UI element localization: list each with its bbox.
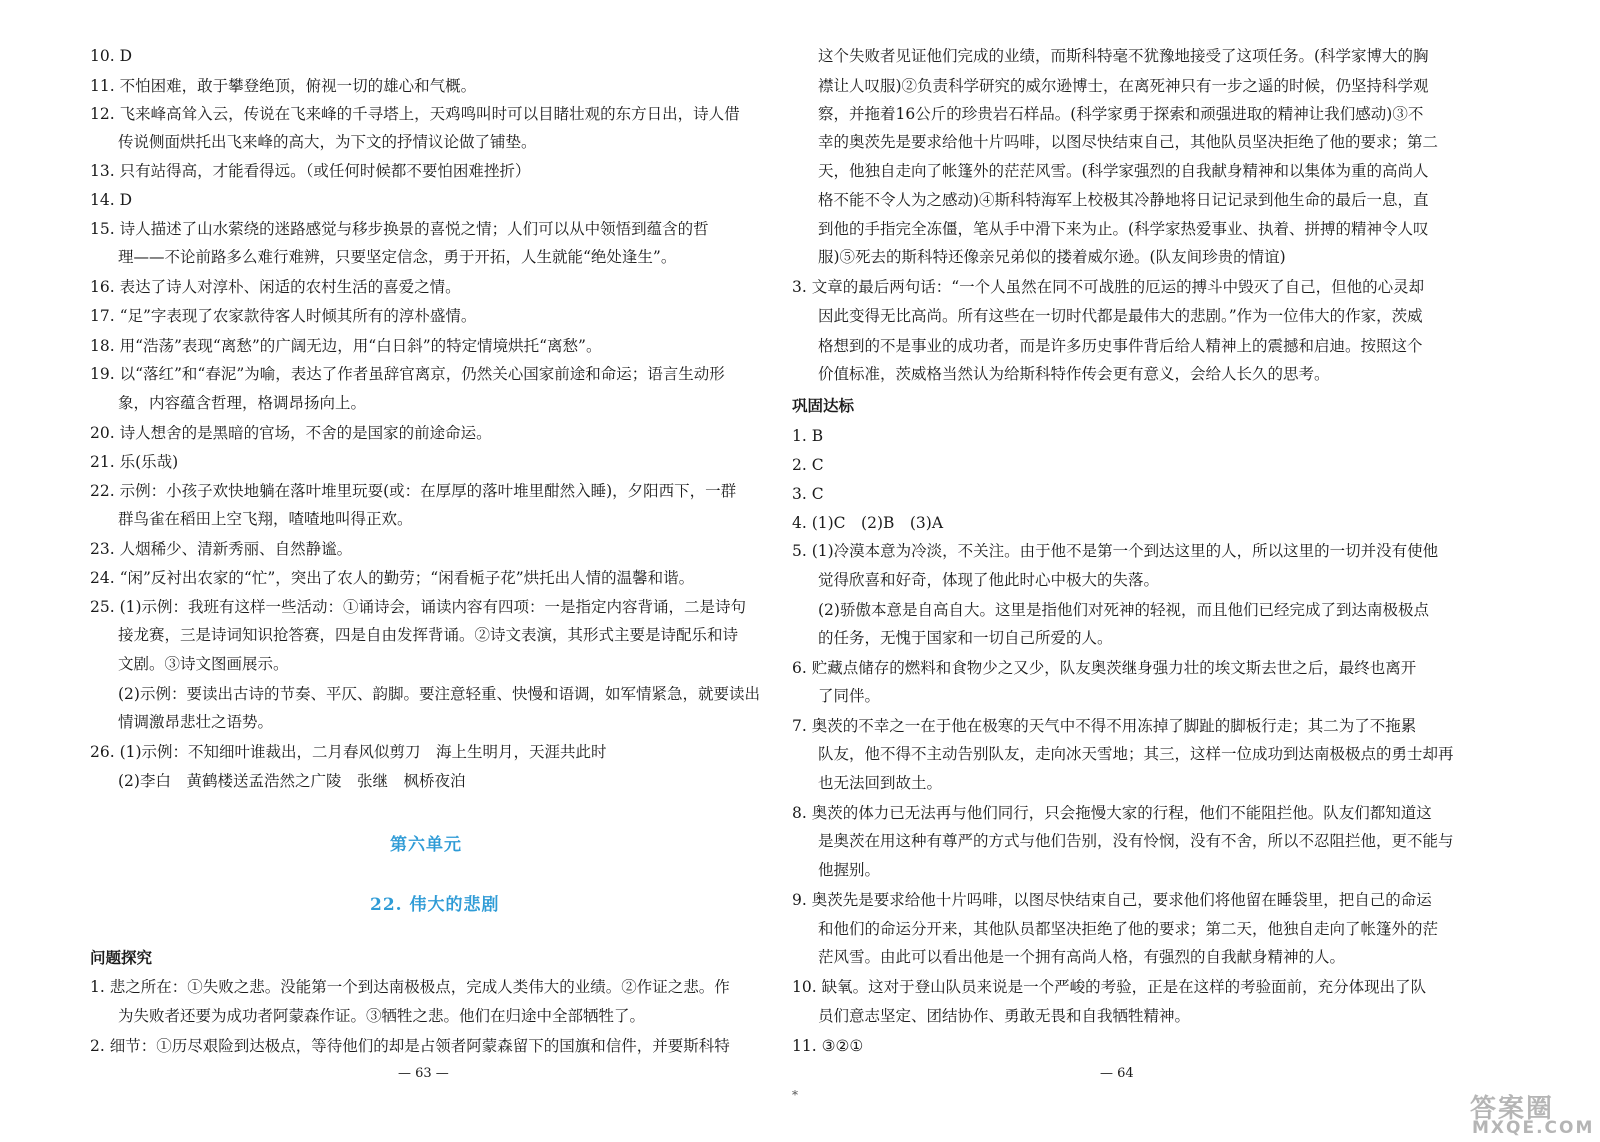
answer-line: (2)骄傲本意是自高自大。这里是指他们对死神的轻视，而且他们已经完成了到达南极极点	[818, 601, 1429, 619]
answer-line: 2. 细节：①历尽艰险到达极点，等待他们的却是占领者阿蒙森留下的国旗和信件，并要斯科特	[90, 1037, 730, 1055]
answer-line: (2)示例：要读出古诗的节奏、平仄、韵脚。要注意轻重、快慢和语调，如军情紧急，就要读出	[118, 685, 760, 703]
answer-line: 15. 诗人描述了山水萦绕的迷路感觉与移步换景的喜悦之情；人们可以从中领悟到蕴含的哲	[90, 220, 709, 238]
answer-line: 他握别。	[818, 861, 881, 879]
answer-line: 8. 奥茨的体力已无法再与他们同行，只会拖慢大家的行程，他们不能阻拦他。队友们都知道这	[792, 804, 1432, 822]
answer-line: 26. (1)示例：不知细叶谁裁出，二月春风似剪刀 海上生明月，天涯共此时	[90, 743, 607, 761]
answer-line: 16. 表达了诗人对淳朴、闲适的农村生活的喜爱之情。	[90, 278, 461, 296]
answer-line: 1. B	[792, 427, 824, 445]
answer-line: 理——不论前路多么难行难辨，只要坚定信念，勇于开拓，人生就能“绝处逢生”。	[118, 248, 677, 266]
answer-line: 22. 示例：小孩子欢快地躺在落叶堆里玩耍(或：在厚厚的落叶堆里酣然入睡)，夕阳西下，一群	[90, 482, 737, 500]
answer-line: 20. 诗人想舍的是黑暗的官场，不舍的是国家的前途命运。	[90, 424, 492, 442]
answer-line: 察，并拖着16公斤的珍贵岩石样品。(科学家勇于探索和顽强进取的精神让我们感动)③不	[818, 105, 1424, 123]
section-heading: 问题探究	[90, 948, 153, 967]
answer-line: 1. 悲之所在：①失败之悲。没能第一个到达南极极点，完成人类伟大的业绩。②作证之悲。作	[90, 978, 730, 996]
answer-line: 10. D	[90, 47, 133, 65]
answer-line: 象，内容蕴含哲理，格调昂扬向上。	[118, 394, 367, 412]
answer-line: 到他的手指完全冻僵，笔从手中滑下来为止。(科学家热爱事业、执着、拼搏的精神令人叹	[818, 220, 1429, 238]
answer-line: 服)⑤死去的斯科特还像亲兄弟似的搂着威尔逊。(队友间珍贵的情谊)	[818, 248, 1286, 266]
answer-line: 19. 以“落红”和“春泥”为喻，表达了作者虽辞官离京，仍然关心国家前途和命运；语言生动形	[90, 365, 725, 383]
answer-line: 天，他独自走向了帐篷外的茫茫风雪。(科学家强烈的自我献身精神和以集体为重的高尚人	[818, 162, 1429, 180]
answer-line: 24. “闲”反衬出农家的“忙”，突出了农人的勤劳；“闲看栀子花”烘托出人情的温馨和谐。	[90, 569, 695, 587]
answer-line: 3. 文章的最后两句话：“一个人虽然在同不可战胜的厄运的搏斗中毁灭了自己，但他的心灵却	[792, 278, 1425, 296]
answer-line: 4. (1)C (2)B (3)A	[792, 514, 944, 532]
answer-line: 11. ③②①	[792, 1037, 864, 1055]
answer-line: 3. C	[792, 485, 824, 503]
page-number: — 63 —	[398, 1066, 449, 1081]
answer-line: 11. 不怕困难，敢于攀登绝顶，俯视一切的雄心和气概。	[90, 77, 477, 95]
answer-line: 23. 人烟稀少、清新秀丽、自然静谧。	[90, 540, 353, 558]
watermark-top-text: 答案圈	[1470, 1094, 1555, 1124]
answer-line: 5. (1)冷漠本意为冷淡，不关注。由于他不是第一个到达这里的人，所以这里的一切并没有使他	[792, 542, 1439, 560]
answer-line: 队友，他不得不主动告别队友，走向冰天雪地；其三，这样一位成功到达南极极点的勇士却再	[818, 745, 1454, 763]
answer-line: 因此变得无比高尚。所有这些在一切时代都是最伟大的悲剧。”作为一位伟大的作家，茨威	[818, 307, 1423, 325]
answer-line: 17. “足”字表现了农家款待客人时倾其所有的淳朴盛情。	[90, 307, 477, 325]
answer-line: 18. 用“浩荡”表现“离愁”的广阔无边，用“白日斜”的特定情境烘托“离愁”。	[90, 337, 602, 355]
answer-line: 21. 乐(乐哉)	[90, 453, 179, 471]
answer-line: 也无法回到故土。	[818, 774, 943, 792]
answer-line: 接龙赛，三是诗词知识抢答赛，四是自由发挥背诵。②诗文表演，其形式主要是诗配乐和诗	[118, 626, 739, 644]
section-heading: 巩固达标	[792, 396, 855, 415]
fold-mark: *	[792, 1088, 798, 1102]
answer-line: 情调激昂悲壮之语势。	[118, 713, 274, 731]
watermark-logo	[1470, 1088, 1595, 1138]
page-number: — 64	[1100, 1066, 1134, 1081]
unit-title: 第六单元	[390, 835, 462, 855]
answer-line: 了同伴。	[818, 687, 881, 705]
answer-line: 群鸟雀在稻田上空飞翔，喳喳地叫得正欢。	[118, 510, 413, 528]
watermark-bottom-text: MXQE.COM	[1472, 1118, 1595, 1138]
answer-line: 襟让人叹服)②负责科学研究的威尔逊博士，在离死神只有一步之遥的时候，仍坚持科学观	[818, 77, 1429, 95]
answer-line: 2. C	[792, 456, 824, 474]
lesson-title: 22. 伟大的悲剧	[370, 895, 500, 915]
answer-line: 觉得欣喜和好奇，体现了他此时心中极大的失落。	[818, 571, 1160, 589]
answer-line: 6. 贮藏点储存的燃料和食物少之又少，队友奥茨继身强力壮的埃文斯去世之后，最终也离开	[792, 659, 1417, 677]
answer-line: 文剧。③诗文图画展示。	[118, 655, 289, 673]
answer-line: 的任务，无愧于国家和一切自己所爱的人。	[818, 629, 1113, 647]
answer-line: 10. 缺氧。这对于登山队员来说是一个严峻的考验，正是在这样的考验面前，充分体现出了队	[792, 978, 1427, 996]
answer-line: 12. 飞来峰高耸入云，传说在飞来峰的千寻塔上，天鸡鸣叫时可以目睹壮观的东方日出，诗人借	[90, 105, 740, 123]
answer-line: 传说侧面烘托出飞来峰的高大，为下文的抒情议论做了铺垫。	[118, 133, 537, 151]
answer-line: 这个失败者见证他们完成的业绩，而斯科特毫不犹豫地接受了这项任务。(科学家博大的胸	[818, 47, 1429, 65]
answer-line: 格想到的不是事业的成功者，而是许多历史事件背后给人精神上的震撼和启迪。按照这个	[818, 337, 1423, 355]
answer-line: 13. 只有站得高，才能看得远。（或任何时候都不要怕困难挫折）	[90, 162, 531, 180]
answer-line: 茫风雪。由此可以看出他是一个拥有高尚人格，有强烈的自我献身精神的人。	[818, 948, 1346, 966]
answer-line: 7. 奥茨的不幸之一在于他在极寒的天气中不得不用冻掉了脚趾的脚板行走；其二为了不拖累	[792, 717, 1417, 735]
right-page	[792, 0, 1600, 1142]
answer-line: (2)李白 黄鹤楼送孟浩然之广陵 张继 枫桥夜泊	[118, 772, 466, 790]
answer-line: 员们意志坚定、团结协作、勇敢无畏和自我牺牲精神。	[818, 1007, 1191, 1025]
answer-line: 14. D	[90, 191, 133, 209]
answer-line: 和他们的命运分开来，其他队员都坚决拒绝了他的要求；第二天，他独自走向了帐篷外的茫	[818, 920, 1439, 938]
answer-line: 格不能不令人为之感动)④斯科特海军上校极其冷静地将日记记录到他生命的最后一息，直	[818, 191, 1429, 209]
answer-line: 幸的奥茨先是要求给他十片吗啡，以图尽快结束自己，其他队员坚决拒绝了他的要求；第二	[818, 133, 1439, 151]
answer-line: 25. (1)示例：我班有这样一些活动：①诵诗会，诵读内容有四项：一是指定内容背诵，二是诗句	[90, 598, 747, 616]
answer-line: 价值标准，茨威格当然认为给斯科特作传会更有意义，会给人长久的思考。	[818, 365, 1330, 383]
answer-line: 是奥茨在用这种有尊严的方式与他们告别，没有怜悯，没有不舍，所以不忍阻拦他，更不能与	[818, 832, 1454, 850]
answer-line: 为失败者还要为成功者阿蒙森作证。③牺牲之悲。他们在归途中全部牺牲了。	[118, 1007, 646, 1025]
answer-line: 9. 奥茨先是要求给他十片吗啡，以图尽快结束自己，要求他们将他留在睡袋里，把自己的命运	[792, 891, 1432, 909]
